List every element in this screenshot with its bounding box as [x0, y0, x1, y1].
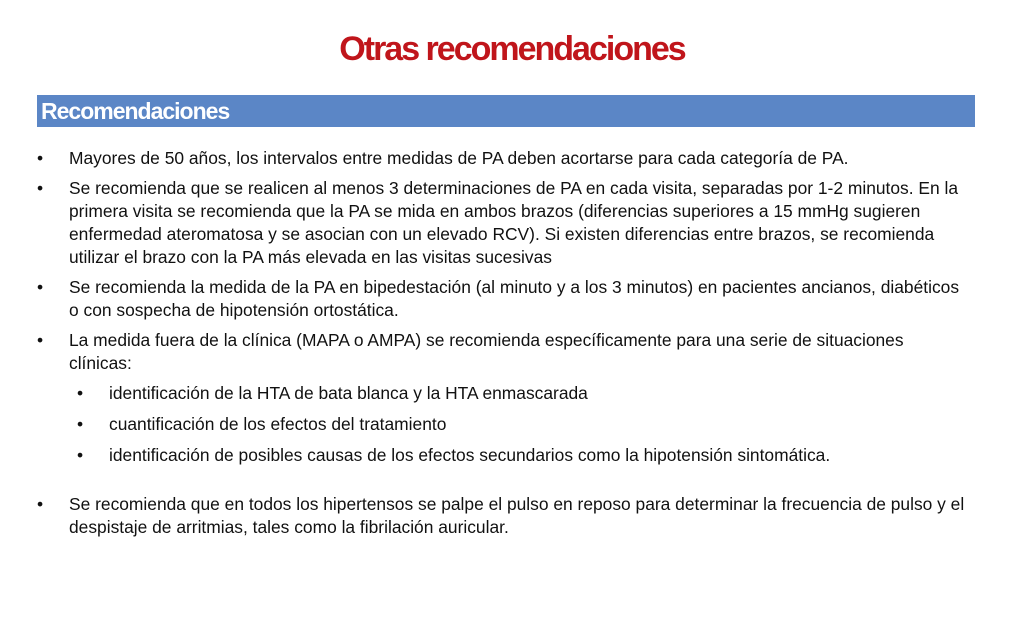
section-header-label: Recomendaciones	[41, 98, 230, 124]
sub-bullet-item-white-coat: • identificación de la HTA de bata blanca y la HTA enmascarada	[0, 382, 969, 405]
slide-title: Otras recomendaciones	[339, 30, 685, 68]
bullet-item-age-intervals: • Mayores de 50 años, los intervalos entre medidas de PA deben acortarse para cada categoría de PA.	[0, 147, 969, 170]
bullet-item-standing-measure: • Se recomienda la medida de la PA en bipedestación (al minuto y a los 3 minutos) en pacientes ancianos, diabéticos o con sospecha de hipotensión ortostática.	[0, 276, 969, 322]
recommendations-list	[0, 147, 1024, 546]
bullet-item-out-of-clinic: • La medida fuera de la clínica (MAPA o AMPA) se recomienda específicamente para una serie de situaciones clínicas:	[0, 329, 969, 375]
sub-bullet-item-treatment-effects: • cuantificación de los efectos del tratamiento	[0, 413, 969, 436]
bullet-item-determinations: • Se recomienda que se realicen al menos 3 determinaciones de PA en cada visita, separadas por 1-2 minutos. En la primera visita se recomienda que la PA se mida en ambos brazos (diferencias superiores a 15 mmHg sugieren enfermedad ateromatosa y se asocian con un elevado RCV). Si existen diferencias entre brazos, se recomienda utilizar el brazo con la PA más elevada en las visitas sucesivas	[0, 177, 969, 269]
bullet-item-pulse: • Se recomienda que en todos los hipertensos se palpe el pulso en reposo para determinar la frecuencia de pulso y el despistaje de arritmias, tales como la fibrilación auricular.	[0, 493, 969, 539]
section-header-bar	[37, 95, 975, 127]
sub-bullet-item-side-effects: • identificación de posibles causas de los efectos secundarios como la hipotensión sintomática.	[0, 444, 969, 467]
